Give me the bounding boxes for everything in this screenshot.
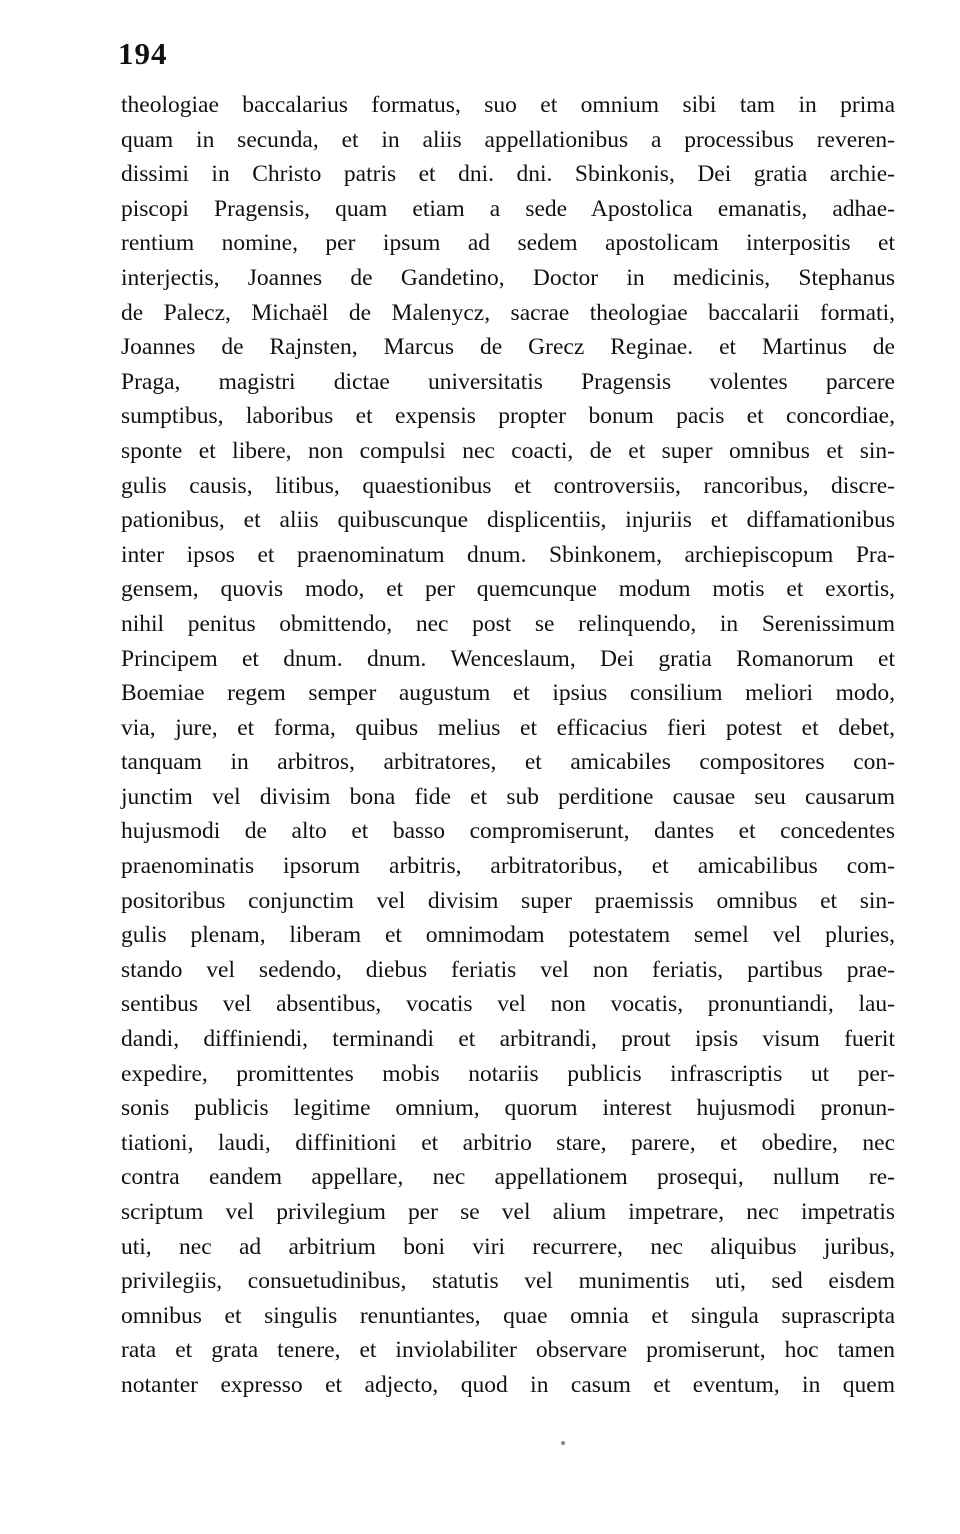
text-line: rentium nomine, per ipsum ad sedem apostolicam interpositis et [121, 230, 895, 257]
text-line: gulis plenam, liberam et omnimodam potestatem semel vel pluries, [121, 922, 895, 949]
text-line: sponte et libere, non compulsi nec coacti, de et super omnibus et sin- [121, 437, 895, 464]
text-line: praenominatis ipsorum arbitris, arbitratoribus, et amicabilibus com- [121, 853, 895, 880]
text-line: privilegiis, consuetudinibus, statutis vel munimentis uti, sed eisdem [121, 1268, 895, 1295]
text-line: junctim vel divisim bona fide et sub perditione causae seu causarum [121, 783, 895, 810]
text-line: Praga, magistri dictae universitatis Pragensis volentes parcere [121, 368, 895, 395]
text-line: contra eandem appellare, nec appellationem prosequi, nullum re- [121, 1164, 895, 1191]
text-line: expedire, promittentes mobis notariis publicis infrascriptis ut per- [121, 1060, 895, 1087]
page-number: 194 [118, 36, 168, 71]
text-line: sumptibus, laboribus et expensis propter bonum pacis et concordiae, [121, 403, 895, 430]
text-line: gulis causis, litibus, quaestionibus et controversiis, rancoribus, discre- [121, 472, 895, 499]
text-line: via, jure, et forma, quibus melius et efficacius fieri potest et debet, [121, 714, 895, 741]
text-line: tanquam in arbitros, arbitratores, et amicabiles compositores con- [121, 749, 895, 776]
text-line: de Palecz, Michaël de Malenycz, sacrae theologiae baccalarii formati, [121, 299, 895, 326]
text-line: gensem, quovis modo, et per quemcunque modum motis et exortis, [121, 576, 895, 603]
text-line: quam in secunda, et in aliis appellationibus a processibus reveren- [121, 126, 895, 153]
text-line: hujusmodi de alto et basso compromiserunt, dantes et concedentes [121, 818, 895, 845]
text-line: inter ipsos et praenominatum dnum. Sbinkonem, archiepiscopum Pra- [121, 541, 895, 568]
body-text [121, 88, 895, 1403]
text-line: omnibus et singulis renuntiantes, quae omnia et singula suprascripta [121, 1302, 895, 1329]
ink-speck [561, 1441, 565, 1445]
text-line: Joannes de Rajnsten, Marcus de Grecz Reginae. et Martinus de [121, 334, 895, 361]
text-line: notanter expresso et adjecto, quod in casum et eventum, in quem [121, 1371, 895, 1398]
text-line: nihil penitus obmittendo, nec post se relinquendo, in Serenissimum [121, 610, 895, 637]
text-line: interjectis, Joannes de Gandetino, Doctor in medicinis, Stephanus [121, 264, 895, 291]
text-line: tiationi, laudi, diffinitioni et arbitrio stare, parere, et obedire, nec [121, 1129, 895, 1156]
text-line: sentibus vel absentibus, vocatis vel non vocatis, pronuntiandi, lau- [121, 991, 895, 1018]
text-line: uti, nec ad arbitrium boni viri recurrere, nec aliquibus juribus, [121, 1233, 895, 1260]
text-line: Boemiae regem semper augustum et ipsius consilium meliori modo, [121, 680, 895, 707]
text-line: sonis publicis legitime omnium, quorum interest hujusmodi pronun- [121, 1095, 895, 1122]
text-line: scriptum vel privilegium per se vel alium impetrare, nec impetratis [121, 1199, 895, 1225]
text-line: Principem et dnum. dnum. Wenceslaum, Dei gratia Romanorum et [121, 645, 895, 672]
text-line: pationibus, et aliis quibuscunque displicentiis, injuriis et diffamationibus [121, 507, 895, 534]
text-line: rata et grata tenere, et inviolabiliter observare promiserunt, hoc tamen [121, 1337, 895, 1364]
text-line: positoribus conjunctim vel divisim super praemissis omnibus et sin- [121, 887, 895, 914]
text-line: theologiae baccalarius formatus, suo et omnium sibi tam in prima [121, 92, 895, 118]
text-line: stando vel sedendo, diebus feriatis vel non feriatis, partibus prae- [121, 956, 895, 983]
text-line: piscopi Pragensis, quam etiam a sede Apostolica emanatis, adhae- [121, 195, 895, 222]
text-line: dissimi in Christo patris et dni. dni. Sbinkonis, Dei gratia archie- [121, 161, 895, 188]
text-line: dandi, diffiniendi, terminandi et arbitrandi, prout ipsis visum fuerit [121, 1026, 895, 1053]
